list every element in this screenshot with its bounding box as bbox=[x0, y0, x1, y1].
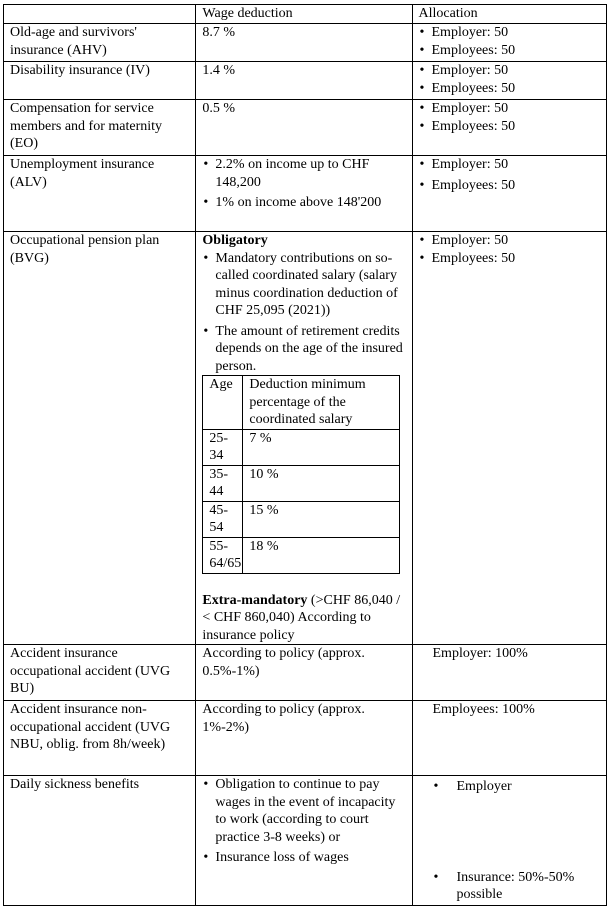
age-range: 55-64/65 bbox=[203, 537, 243, 573]
age-percentage: 15 % bbox=[243, 501, 400, 537]
age-percentage: 18 % bbox=[243, 537, 400, 573]
age-table-row bbox=[203, 501, 400, 537]
insurance-name: Unemployment insurance (ALV) bbox=[4, 156, 196, 232]
table-row bbox=[4, 701, 607, 776]
table-header-row bbox=[4, 5, 607, 24]
deduction-item: • Obligation to continue to pay wages in the event of incapacity to work (according to court practice 3-8 weeks) or bbox=[202, 776, 405, 846]
deduction-item: • 1% on income above 148'200 bbox=[202, 194, 405, 212]
table-row bbox=[4, 776, 607, 906]
deduction-header: Deduction minimum percentage of the coordinated salary bbox=[243, 376, 400, 430]
extra-mandatory-block bbox=[202, 592, 405, 645]
allocation-item: • Employer: 50 bbox=[419, 232, 601, 250]
allocation-item: • Employer bbox=[419, 778, 601, 796]
insurance-name: Accident insurance occupational accident (UVG BU) bbox=[4, 645, 196, 701]
deduction-value: 8.7 % bbox=[196, 24, 412, 62]
age-range: 45-54 bbox=[203, 501, 243, 537]
header-wage-deduction: Wage deduction bbox=[196, 5, 412, 24]
extra-mandatory-text: (>CHF 86,040 / < CHF 860,040) According to insurance policy bbox=[202, 592, 401, 643]
age-table-row bbox=[203, 537, 400, 573]
insurance-name: Daily sickness benefits bbox=[4, 776, 196, 906]
deduction-value: 1.4 % bbox=[196, 62, 412, 100]
deduction-item: • The amount of retirement credits depends on the age of the insured person. bbox=[202, 323, 405, 376]
extra-mandatory-heading: Extra-mandatory bbox=[202, 592, 308, 608]
allocation-item: • Employer: 50 bbox=[419, 24, 601, 42]
deduction-value: According to policy (approx. 0.5%-1%) bbox=[196, 645, 412, 701]
age-range: 35-44 bbox=[203, 465, 243, 501]
allocation-cell bbox=[412, 232, 607, 645]
deduction-cell bbox=[196, 776, 412, 906]
allocation-item: • Employer: 50 bbox=[419, 62, 601, 80]
allocation-cell bbox=[412, 100, 607, 156]
deduction-value: According to policy (approx. 1%-2%) bbox=[196, 701, 412, 776]
allocation-value: Employees: 100% bbox=[412, 701, 607, 776]
allocation-item: • Employer: 50 bbox=[419, 100, 601, 118]
allocation-item: • Employees: 50 bbox=[419, 250, 601, 268]
insurance-name: Compensation for service members and for maternity (EO) bbox=[4, 100, 196, 156]
allocation-cell bbox=[412, 24, 607, 62]
table-row bbox=[4, 232, 607, 645]
deduction-item: • Insurance loss of wages bbox=[202, 849, 405, 867]
age-table-row bbox=[203, 429, 400, 465]
deduction-value: 0.5 % bbox=[196, 100, 412, 156]
allocation-item: • Employees: 50 bbox=[419, 118, 601, 136]
allocation-cell bbox=[412, 156, 607, 232]
table-row bbox=[4, 645, 607, 701]
insurance-name: Disability insurance (IV) bbox=[4, 62, 196, 100]
age-range: 25-34 bbox=[203, 429, 243, 465]
header-allocation: Allocation bbox=[412, 5, 607, 24]
table-row bbox=[4, 100, 607, 156]
table-row bbox=[4, 24, 607, 62]
deduction-item: • Mandatory contributions on so-called coordinated salary (salary minus coordination deduction of CHF 25,095 (2021)) bbox=[202, 250, 405, 320]
insurance-name: Occupational pension plan (BVG) bbox=[4, 232, 196, 645]
allocation-item: • Employees: 50 bbox=[419, 80, 601, 98]
age-deduction-table bbox=[202, 375, 400, 574]
age-table-header bbox=[203, 376, 400, 430]
table-row bbox=[4, 62, 607, 100]
age-percentage: 7 % bbox=[243, 429, 400, 465]
table-row bbox=[4, 156, 607, 232]
insurance-name: Accident insurance non-occupational accident (UVG NBU, oblig. from 8h/week) bbox=[4, 701, 196, 776]
allocation-item: • Insurance: 50%-50% possible bbox=[419, 869, 601, 904]
header-col1 bbox=[4, 5, 196, 24]
allocation-item: • Employer: 50 bbox=[419, 156, 601, 174]
allocation-item: • Employees: 50 bbox=[419, 42, 601, 60]
allocation-cell bbox=[412, 776, 607, 906]
allocation-item: • Employees: 50 bbox=[419, 177, 601, 195]
allocation-value: Employer: 100% bbox=[412, 645, 607, 701]
age-table-row bbox=[203, 465, 400, 501]
age-header: Age bbox=[203, 376, 243, 430]
obligatory-heading: Obligatory bbox=[202, 233, 268, 248]
age-percentage: 10 % bbox=[243, 465, 400, 501]
insurance-name: Old-age and survivors' insurance (AHV) bbox=[4, 24, 196, 62]
wage-deduction-table bbox=[3, 4, 607, 906]
deduction-item: • 2.2% on income up to CHF 148,200 bbox=[202, 156, 405, 191]
allocation-cell bbox=[412, 62, 607, 100]
deduction-cell bbox=[196, 156, 412, 232]
deduction-cell bbox=[196, 232, 412, 645]
